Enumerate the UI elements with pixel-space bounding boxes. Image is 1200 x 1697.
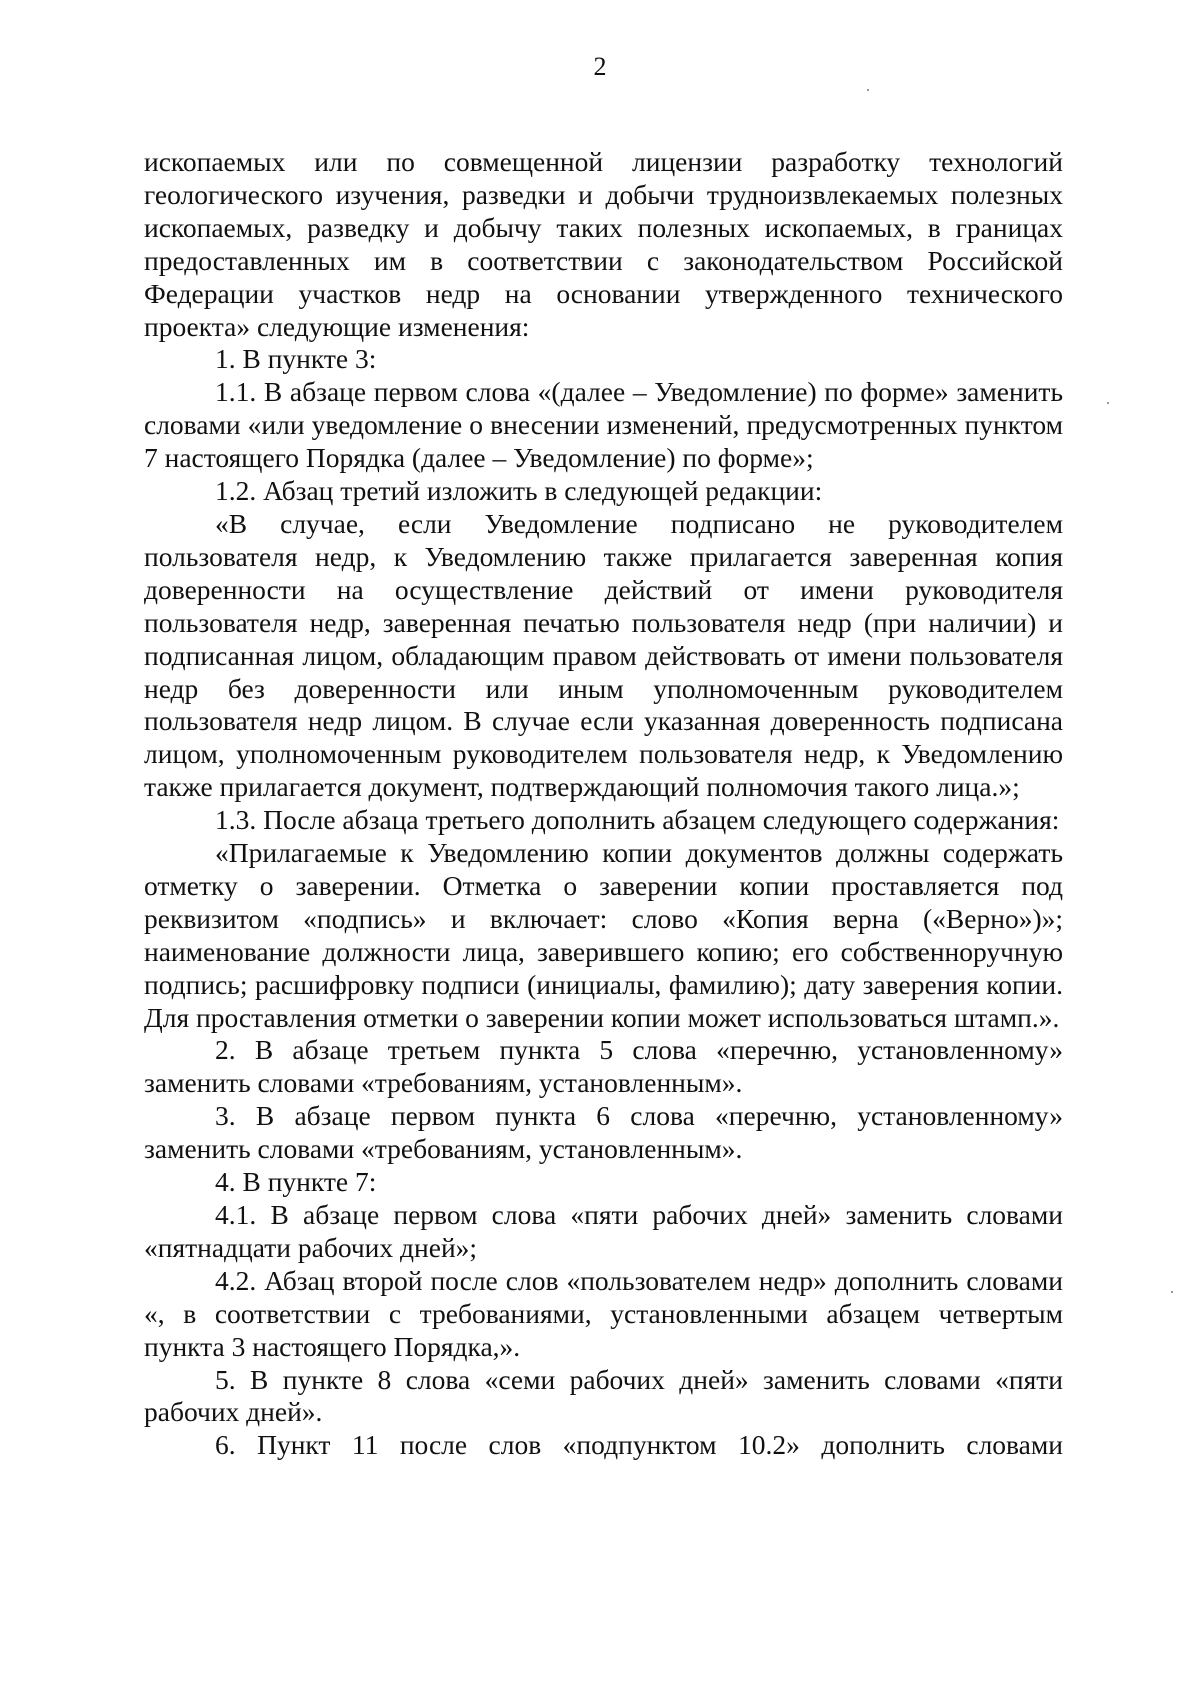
paragraph-item-4-1: 4.1. В абзаце первом слова «пяти рабочих дней» заменить словами «пятнадцати рабочих дней»; [144, 1199, 1063, 1263]
document-body [144, 146, 1063, 1462]
paragraph-item-6: 6. Пункт 11 после слов «подпунктом 10.2» дополнить словами [215, 1429, 1063, 1461]
scan-speck [1171, 1291, 1173, 1293]
scan-speck [1107, 402, 1109, 404]
paragraph-item-5: 5. В пункте 8 слова «семи рабочих дней» заменить словами «пяти рабочих дней». [144, 1363, 1063, 1428]
scan-speck [867, 89, 869, 91]
paragraph-quote-new-edition: «В случае, если Уведомление подписано не руководителем пользователя недр, к Уведомлению также прилагается заверенная копия доверенности на осуществление действий от имени руководителя пользователя недр, заверенная печатью пользователя недр (при наличии) и подписанная лицом, обладающим правом действовать от имени пользователя недр без доверенности или иным уполномоченным руководителем пользователя недр лицом. В случае если указанная доверенность подписана лицом, уполномоченным руководителем пользователя недр, к Уведомлению также прилагается документ, подтверждающий полномочия такого лица.»; [144, 507, 1063, 803]
paragraph-quote-attachments: «Прилагаемые к Уведомлению копии документов должны содержать отметку о заверении. Отметка о заверении копии проставляется под реквизитом «подпись» и включает: слово «Копия верна («Верно»)»; наименование должности лица, заверившего копию; его собственноручную подпись; расшифровку подписи (инициалы, фамилию); дату заверения копии. Для проставления отметки о заверении копии может использоваться штамп.». [144, 837, 1063, 1033]
paragraph-continuation: ископаемых или по совмещенной лицензии разработку технологий геологического изучения, разведки и добычи трудноизвлекаемых полезных ископаемых, разведку и добычу таких полезных ископаемых, в границах предоставленных им в соответствии с законодательством Российской Федерации участков недр на основании утвержденного технического проекта» следующие изменения: [144, 146, 1063, 342]
paragraph-item-3: 3. В абзаце первом пункта 6 слова «перечню, установленному» заменить словами «требованиям, установленным». [144, 1100, 1063, 1165]
paragraph-item-4-2: 4.2. Абзац второй после слов «пользователем недр» дополнить словами «, в соответствии с требованиями, установленными абзацем четвертым пункта 3 настоящего Порядка,». [144, 1264, 1063, 1362]
paragraph-item-1-2: 1.2. Абзац третий изложить в следующей редакции: [215, 475, 823, 507]
paragraph-item-2: 2. В абзаце третьем пункта 5 слова «перечню, установленному» заменить словами «требованиям, установленным». [144, 1034, 1063, 1099]
paragraph-item-1-3: 1.3. После абзаца третьего дополнить абзацем следующего содержания: [215, 804, 1060, 836]
paragraph-item-4: 4. В пункте 7: [215, 1166, 377, 1198]
page-number: 2 [593, 52, 607, 81]
paragraph-item-1: 1. В пункте 3: [215, 343, 377, 375]
paragraph-item-1-1: 1.1. В абзаце первом слова «(далее – Уведомление) по форме» заменить словами «или уведомление о внесении изменений, предусмотренных пунктом 7 настоящего Порядка (далее – Уведомление) по форме»; [144, 376, 1063, 474]
